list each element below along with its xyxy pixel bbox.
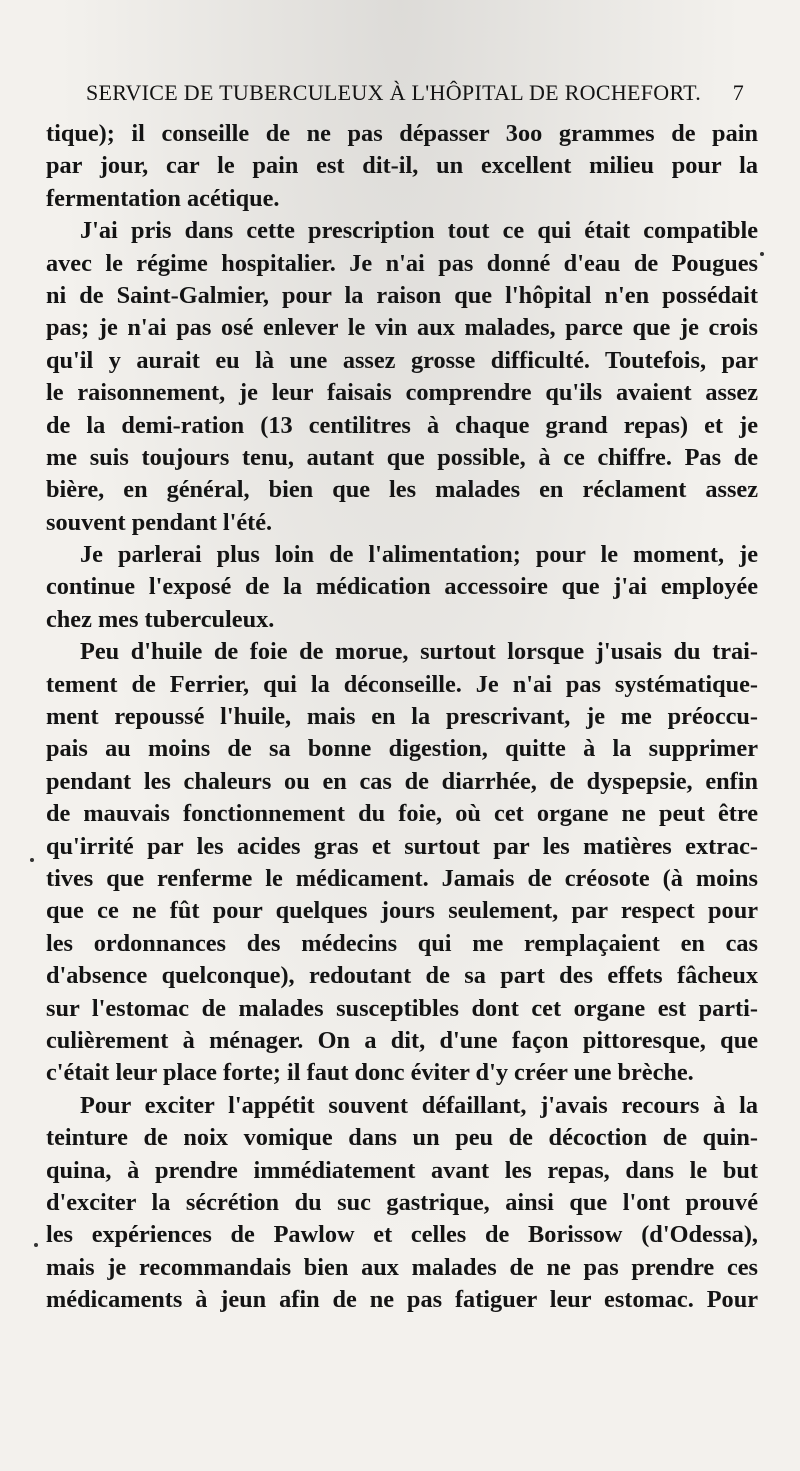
text-line: pas; je n'ai pas osé enlever le vin aux malades, parce que je crois: [46, 314, 758, 342]
text-line: Peu d'huile de foie de morue, surtout lorsque j'usais du trai-: [80, 638, 758, 666]
text-line: chez mes tuberculeux.: [46, 605, 275, 633]
text-line: que ce ne fût pour quelques jours seulement, par respect pour: [46, 897, 758, 925]
text-line: pendant les chaleurs ou en cas de diarrhée, de dyspepsie, enfin: [46, 767, 758, 795]
text-line: qu'il y aurait eu là une assez grosse difficulté. Toutefois, par: [46, 346, 758, 374]
text-line: qu'irrité par les acides gras et surtout par les matières extrac-: [46, 832, 758, 860]
text-line: les expériences de Pawlow et celles de Borissow (d'Odessa),: [46, 1221, 758, 1249]
text-line: par jour, car le pain est dit-il, un excellent milieu pour la: [46, 152, 758, 180]
running-header: [86, 78, 744, 108]
text-line: tives que renferme le médicament. Jamais de créosote (à moins: [46, 864, 758, 892]
text-line: le raisonnement, je leur faisais comprendre qu'ils avaient assez: [46, 379, 758, 407]
text-line: Je parlerai plus loin de l'alimentation; pour le moment, je: [80, 541, 758, 569]
text-line: souvent pendant l'été.: [46, 508, 273, 536]
text-line: tement de Ferrier, qui la déconseille. Je n'ai pas systématique-: [46, 670, 758, 698]
text-line: pais au moins de sa bonne digestion, quitte à la supprimer: [46, 735, 758, 763]
ink-speck: [760, 252, 764, 256]
page-number: 7: [732, 80, 744, 105]
text-line: d'exciter la sécrétion du suc gastrique, ainsi que l'ont prouvé: [46, 1188, 758, 1216]
text-line: teinture de noix vomique dans un peu de décoction de quin-: [46, 1124, 758, 1152]
text-line: c'était leur place forte; il faut donc éviter d'y créer une brèche.: [46, 1059, 694, 1087]
text-line: continue l'exposé de la médication accessoire que j'ai employée: [46, 573, 758, 601]
text-line: culièrement à ménager. On a dit, d'une façon pittoresque, que: [46, 1026, 758, 1054]
text-line: fermentation acétique.: [46, 184, 280, 212]
ink-speck: [30, 858, 34, 862]
text-line: avec le régime hospitalier. Je n'ai pas donné d'eau de Pougues: [46, 249, 758, 277]
text-line: ment repoussé l'huile, mais en la prescrivant, je me préoccu-: [46, 703, 758, 731]
text-line: de la demi-ration (13 centilitres à chaque grand repas) et je: [46, 411, 758, 439]
text-line: Pour exciter l'appétit souvent défaillant, j'avais recours à la: [80, 1091, 758, 1119]
text-line: bière, en général, bien que les malades en réclament assez: [46, 476, 758, 504]
text-line: d'absence quelconque), redoutant de sa part des effets fâcheux: [46, 962, 758, 990]
text-line: sur l'estomac de malades susceptibles dont cet organe est parti-: [46, 994, 758, 1022]
text-line: médicaments à jeun afin de ne pas fatiguer leur estomac. Pour: [46, 1286, 758, 1314]
body-text: [46, 118, 758, 1316]
text-line: tique); il conseille de ne pas dépasser 3oo grammes de pain: [46, 120, 758, 147]
text-line: quina, à prendre immédiatement avant les repas, dans le but: [46, 1156, 758, 1184]
text-line: mais je recommandais bien aux malades de ne pas prendre ces: [46, 1253, 758, 1281]
text-line: ni de Saint-Galmier, pour la raison que l'hôpital n'en possédait: [46, 281, 758, 309]
text-line: de mauvais fonctionnement du foie, où cet organe ne peut être: [46, 800, 758, 828]
ink-speck: [34, 1243, 38, 1247]
text-line: me suis toujours tenu, autant que possible, à ce chiffre. Pas de: [46, 443, 758, 471]
text-line: J'ai pris dans cette prescription tout ce qui était compatible: [80, 217, 758, 245]
running-title: SERVICE DE TUBERCULEUX À L'HÔPITAL DE ROCHEFORT.: [86, 80, 702, 105]
text-line: les ordonnances des médecins qui me remplaçaient en cas: [46, 929, 758, 957]
